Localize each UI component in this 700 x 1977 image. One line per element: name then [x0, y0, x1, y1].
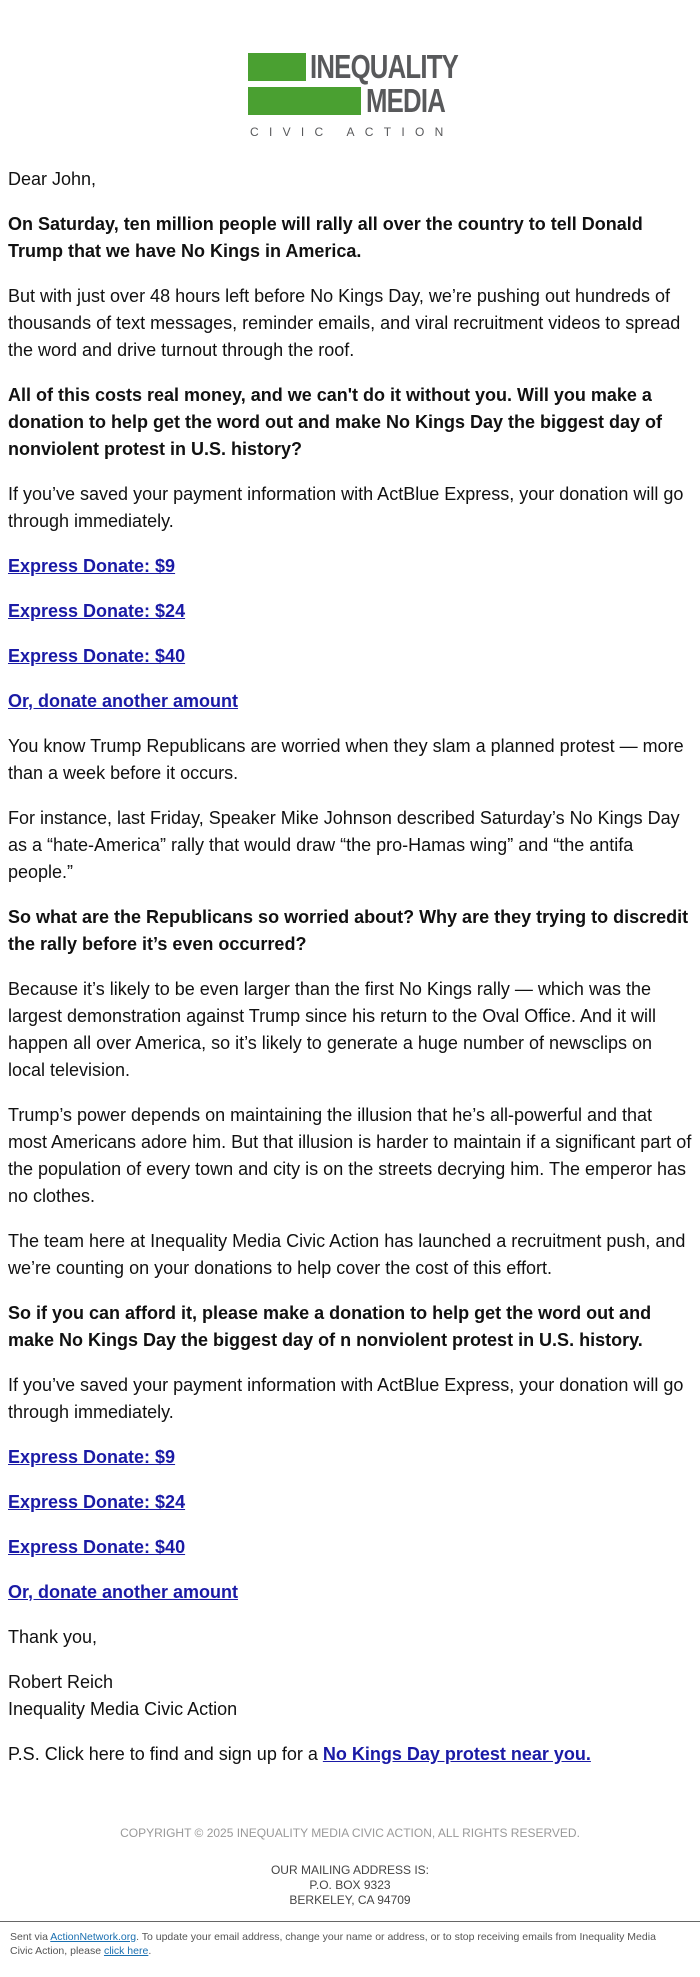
signature-org: Inequality Media Civic Action: [8, 1699, 238, 1719]
express-donate-9-link[interactable]: Express Donate: $9: [8, 556, 176, 576]
mailing-heading: OUR MAILING ADDRESS IS:: [270, 1863, 430, 1877]
paragraph-12: If you’ve saved your payment information with ActBlue Express, your donation will go through immediately.: [8, 1375, 684, 1422]
logo-bar-top: [248, 53, 306, 81]
paragraph-6: For instance, last Friday, Speaker Mike Johnson described Saturday’s No Kings Day as a “hate-America” rally that would draw “the pro-Hamas wing” and “the antifa people.”: [8, 808, 680, 882]
greeting: Dear John,: [8, 169, 97, 189]
signature-name: Robert Reich: [8, 1672, 114, 1692]
paragraph-11: So if you can afford it, please make a donation to help get the word out and make No Kings Day the biggest day of n nonviolent protest in U.S. history.: [8, 1303, 652, 1350]
unsubscribe-click-here-link[interactable]: click here: [103, 1945, 149, 1957]
logo-bar-bottom: [248, 87, 361, 115]
footer-divider: [0, 1921, 700, 1922]
express-donate-40-link-2[interactable]: Express Donate: $40: [8, 1537, 186, 1557]
sent-via-rest-text: . To update your email address, change your name or address, or to stop receiving emails from Inequality Media Civic Action, please: [10, 1931, 656, 1957]
donate-other-amount-link[interactable]: Or, donate another amount: [8, 691, 239, 711]
paragraph-8: Because it’s likely to be even larger than the first No Kings rally — which was the largest demonstration against Trump since his return to the Oval Office. And it will happen all over America, so it’s likely to generate a huge number of newsclips on local television.: [8, 979, 656, 1080]
paragraph-4: If you’ve saved your payment information with ActBlue Express, your donation will go through immediately.: [8, 484, 684, 531]
footer-end-text: .: [148, 1945, 152, 1957]
mailing-address: [0, 1863, 700, 1908]
email-body: [8, 166, 692, 1786]
copyright: COPYRIGHT © 2025 INEQUALITY MEDIA CIVIC ACTION, ALL RIGHTS RESERVED.: [120, 1826, 580, 1840]
signature: [8, 1669, 692, 1723]
closing: Thank you,: [8, 1627, 98, 1647]
express-donate-9-link-2[interactable]: Express Donate: $9: [8, 1447, 176, 1467]
express-donate-40-link[interactable]: Express Donate: $40: [8, 646, 186, 666]
logo-word-media: MEDIA: [366, 82, 446, 119]
paragraph-2: But with just over 48 hours left before No Kings Day, we’re pushing out hundreds of thousands of text messages, reminder emails, and viral recruitment videos to spread the word and drive turnout through the roof.: [8, 286, 681, 360]
postscript: [8, 1741, 692, 1768]
express-donate-24-link[interactable]: Express Donate: $24: [8, 601, 186, 621]
logo-word-inequality: INEQUALITY: [310, 48, 459, 85]
logo-tagline: CIVIC ACTION: [250, 125, 454, 139]
express-donate-24-link-2[interactable]: Express Donate: $24: [8, 1492, 186, 1512]
paragraph-3: All of this costs real money, and we can't do it without you. Will you make a donation to help get the word out and make No Kings Day the biggest day of nonviolent protest in U.S. history?: [8, 385, 663, 459]
sent-via-text: Sent via: [10, 1931, 51, 1943]
inequality-media-logo[interactable]: [248, 48, 459, 142]
footer-note: [10, 1930, 680, 1958]
protest-near-you-link[interactable]: No Kings Day protest near you.: [322, 1744, 591, 1764]
mailing-line-1: P.O. BOX 9323: [309, 1878, 391, 1892]
postscript-text: P.S. Click here to find and sign up for a: [8, 1744, 323, 1764]
paragraph-10: The team here at Inequality Media Civic Action has launched a recruitment push, and we’re counting on your donations to help cover the cost of this effort.: [8, 1231, 686, 1278]
paragraph-9: Trump’s power depends on maintaining the illusion that he’s all-powerful and that most Americans adore him. But that illusion is harder to maintain if a significant part of the population of every town and city is on the streets decrying him. The emperor has no clothes.: [8, 1105, 692, 1206]
paragraph-1: On Saturday, ten million people will rally all over the country to tell Donald Trump that we have No Kings in America.: [8, 214, 643, 261]
paragraph-5: You know Trump Republicans are worried when they slam a planned protest — more than a week before it occurs.: [8, 736, 684, 783]
actionnetwork-link[interactable]: ActionNetwork.org: [50, 1931, 137, 1943]
donate-other-amount-link-2[interactable]: Or, donate another amount: [8, 1582, 239, 1602]
mailing-line-2: BERKELEY, CA 94709: [289, 1893, 411, 1907]
paragraph-7: So what are the Republicans so worried about? Why are they trying to discredit the rally before it’s even occurred?: [8, 907, 689, 954]
